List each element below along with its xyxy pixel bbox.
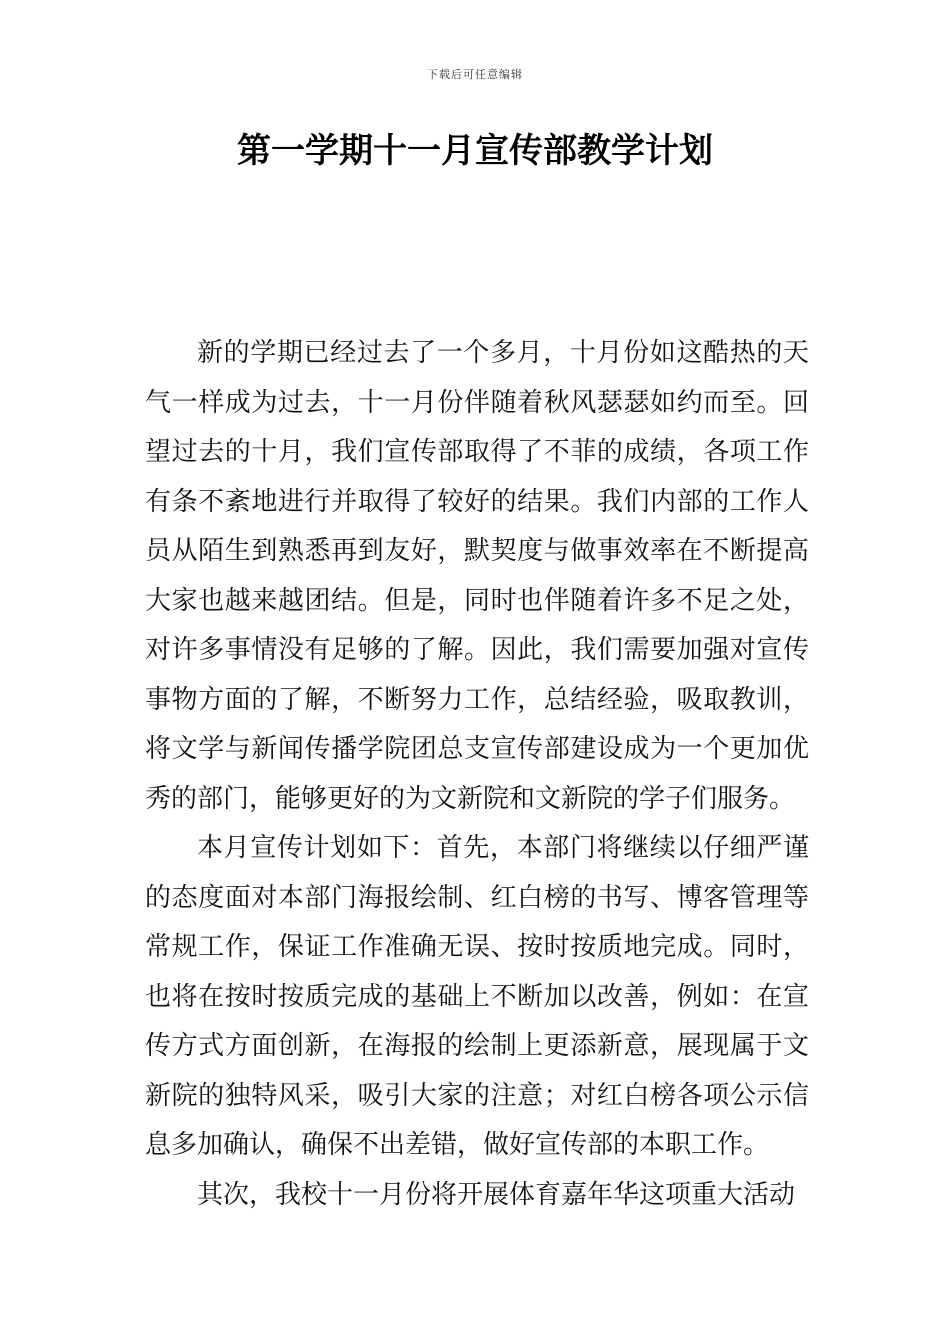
document-title: 第一学期十一月宣传部教学计划 xyxy=(237,131,713,171)
document-body xyxy=(145,329,809,1220)
paragraph-3: 其次，我校十一月份将开展体育嘉年华这项重大活动 xyxy=(197,1179,796,1210)
paragraph-1: 新的学期已经过去了一个多月，十月份如这酷热的天气一样成为过去，十一月份伴随着秋风瑟瑟如约而至。回望过去的十月，我们宣传部取得了不菲的成绩，各项工作有条不紊地进行并取得了较好的结果。我们内部的工作人员从陌生到熟悉再到友好，默契度与做事效率在不断提高大家也越来越团结。但是，同时也伴随着许多不足之处，对许多事情没有足够的了解。因此，我们需要加强对宣传事物方面的了解，不断努力工作，总结经验，吸取教训，将文学与新闻传播学院团总支宣传部建设成为一个更加优秀的部门，能够更好的为文新院和文新院的学子们服务。 xyxy=(145,338,809,814)
paragraph-2: 本月宣传计划如下：首先，本部门将继续以仔细严谨的态度面对本部门海报绘制、红白榜的书写、博客管理等常规工作，保证工作准确无误、按时按质地完成。同时，也将在按时按质完成的基础上不断加以改善，例如：在宣传方式方面创新，在海报的绘制上更添新意，展现属于文新院的独特风采，吸引大家的注意；对红白榜各项公示信息多加确认，确保不出差错，做好宣传部的本职工作。 xyxy=(145,833,809,1160)
header-note: 下载后可任意编辑 xyxy=(427,68,523,81)
